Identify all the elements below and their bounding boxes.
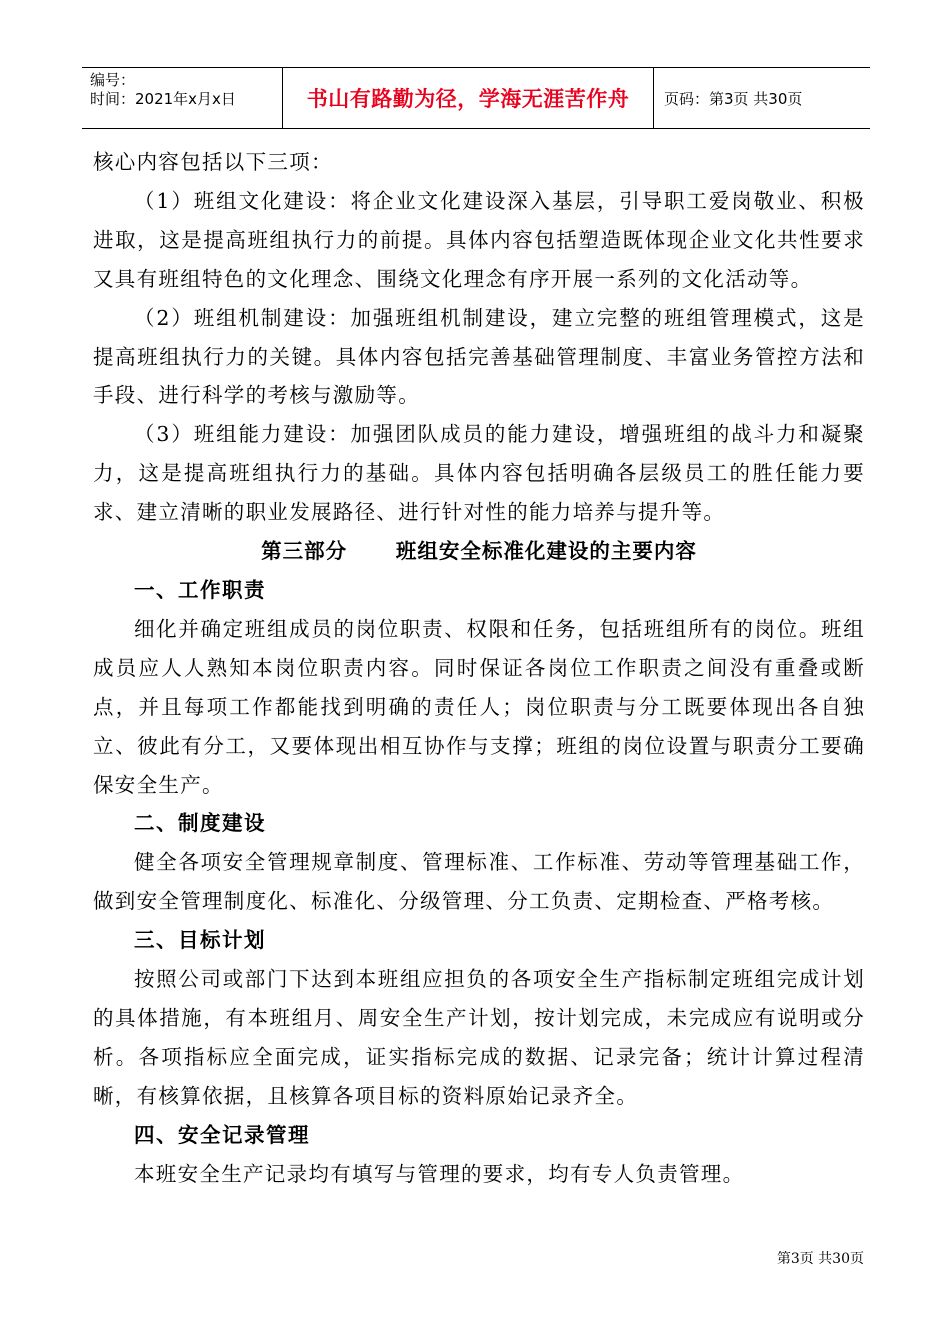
- section-text-system: 健全各项安全管理规章制度、管理标准、工作标准、劳动等管理基础工作，做到安全管理制度化、标准化、分级管理、分工负责、定期检查、严格考核。: [93, 850, 865, 914]
- section-heading-system: 二、制度建设: [134, 811, 266, 836]
- chapter-title: 第三部分 班组安全标准化建设的主要内容: [261, 539, 697, 564]
- document-date: 时间：2021年x月x日: [90, 90, 236, 108]
- section-text-duties: 细化并确定班组成员的岗位职责、权限和任务，包括班组所有的岗位。班组成员应人人熟知本岗位职责内容。同时保证各岗位工作职责之间没有重叠或断点，并且每项工作都能找到明确的责任人；岗位职责与分工既要体现出各自独立、彼此有分工，又要体现出相互协作与支撑；班组的岗位设置与职责分工要确保安全生产。: [93, 616, 865, 797]
- section-heading-plan: 三、目标计划: [134, 928, 266, 953]
- document-body: [93, 143, 865, 1193]
- section-heading-records: 四、安全记录管理: [134, 1122, 310, 1147]
- document-number-label: 编号：: [90, 71, 136, 89]
- item-mechanism-building: （2）班组机制建设：加强班组机制建设，建立完整的班组管理模式，这是提高班组执行力的关键。具体内容包括完善基础管理制度、丰富业务管控方法和手段、进行科学的考核与激励等。: [93, 305, 865, 408]
- section-heading-duties: 一、工作职责: [134, 577, 266, 602]
- section-text-records: 本班安全生产记录均有填写与管理的要求，均有专人负责管理。: [134, 1161, 745, 1186]
- page-header: [82, 67, 870, 129]
- item-capability-building: （3）班组能力建设：加强团队成员的能力建设，增强班组的战斗力和凝聚力，这是提高班组执行力的基础。具体内容包括明确各层级员工的胜任能力要求、建立清晰的职业发展路径、进行针对性的能力培养与提升等。: [93, 422, 865, 525]
- header-meta: [82, 68, 282, 128]
- item-culture-building: （1）班组文化建设：将企业文化建设深入基层，引导职工爱岗敬业、积极进取，这是提高班组执行力的前提。具体内容包括塑造既体现企业文化共性要求又具有班组特色的文化理念、围绕文化理念有序开展一系列的文化活动等。: [93, 188, 865, 291]
- section-text-plan: 按照公司或部门下达到本班组应担负的各项安全生产指标制定班组完成计划的具体措施，有本班组月、周安全生产计划，按计划完成，未完成应有说明或分析。各项指标应全面完成，证实指标完成的数据、记录完备；统计计算过程清晰，有核算依据，且核算各项目标的资料原始记录齐全。: [93, 967, 865, 1108]
- header-page-info: 页码：第3页 共30页: [664, 89, 803, 108]
- page-footer: 第3页 共30页: [776, 1251, 864, 1267]
- header-motto: 书山有路勤为径，学海无涯苦作舟: [282, 68, 654, 128]
- intro-paragraph: 核心内容包括以下三项：: [93, 150, 333, 174]
